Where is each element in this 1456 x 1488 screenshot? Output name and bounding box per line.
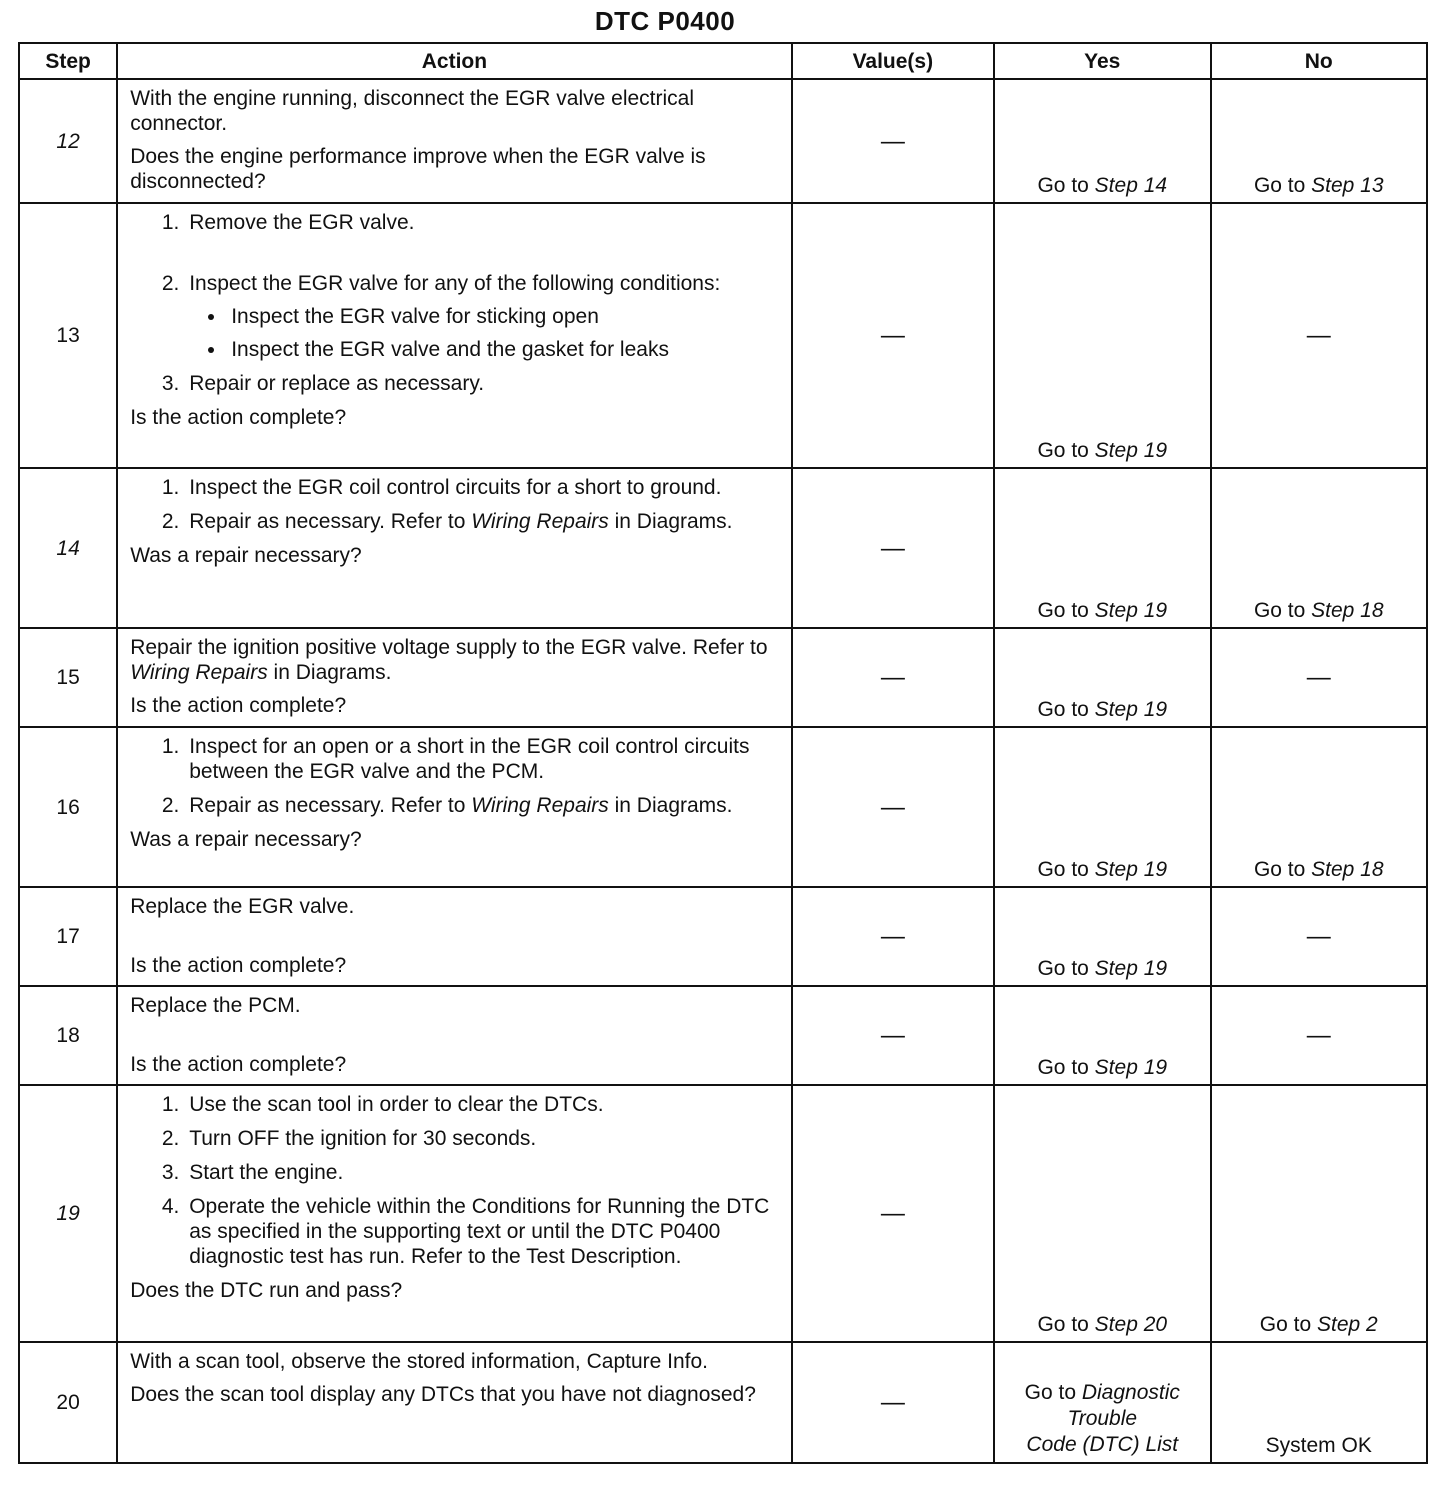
step-number: 13 <box>19 203 117 468</box>
header-yes: Yes <box>994 43 1210 79</box>
table-row <box>19 1085 1427 1342</box>
yes-cell: Go to Step 19 <box>994 628 1210 727</box>
action-text: With a scan tool, observe the stored information, Capture Info. <box>130 1350 709 1373</box>
list-item: 1. Remove the EGR valve. <box>185 210 782 235</box>
action-cell <box>117 628 791 727</box>
list-item: 2. Repair as necessary. Refer to Wiring Repairs in Diagrams. <box>185 793 782 818</box>
header-no: No <box>1211 43 1428 79</box>
action-question: Is the action complete? <box>130 406 347 429</box>
action-question: Is the action complete? <box>130 1053 347 1076</box>
step-number: 20 <box>19 1342 117 1463</box>
action-list <box>130 1092 782 1269</box>
action-question: Does the DTC run and pass? <box>130 1279 403 1302</box>
action-text: Replace the EGR valve. <box>130 895 355 918</box>
list-item: 3. Repair or replace as necessary. <box>185 371 782 396</box>
action-cell <box>117 203 791 468</box>
no-cell: Go to Step 18 <box>1211 468 1428 628</box>
value-cell: — <box>792 986 994 1085</box>
table-row <box>19 79 1427 203</box>
yes-cell: Go to Diagnostic Trouble Code (DTC) List <box>994 1342 1210 1463</box>
page-title: DTC P0400 <box>594 6 736 36</box>
table-row <box>19 203 1427 468</box>
list-item: 4. Operate the vehicle within the Conditions for Running the DTC as specified in the supporting text or until the DTC P0400 diagnostic test has run. Refer to the Test Description. <box>185 1194 782 1269</box>
action-question: Is the action complete? <box>130 694 347 717</box>
table-row <box>19 887 1427 986</box>
step-number: 15 <box>19 628 117 727</box>
action-text: Repair the ignition positive voltage supply to the EGR valve. Refer to Wiring Repairs in Diagrams. <box>130 636 768 684</box>
header-values: Value(s) <box>792 43 994 79</box>
yes-cell: Go to Step 19 <box>994 986 1210 1085</box>
value-cell: — <box>792 727 994 887</box>
list-item: 1. Use the scan tool in order to clear the DTCs. <box>185 1092 782 1117</box>
action-cell <box>117 1342 791 1463</box>
table-row <box>19 628 1427 727</box>
action-question: Is the action complete? <box>130 954 347 977</box>
action-cell <box>117 1085 791 1342</box>
no-cell: Go to Step 2 <box>1211 1085 1428 1342</box>
table-row <box>19 468 1427 628</box>
table-row <box>19 1342 1427 1463</box>
header-step: Step <box>19 43 117 79</box>
yes-cell: Go to Step 20 <box>994 1085 1210 1342</box>
value-cell: — <box>792 887 994 986</box>
list-item: • Inspect the EGR valve and the gasket for leaks <box>227 337 782 362</box>
list-item: 2. Repair as necessary. Refer to Wiring Repairs in Diagrams. <box>185 509 782 534</box>
action-list <box>130 475 782 534</box>
no-cell: Go to Step 18 <box>1211 727 1428 887</box>
step-number: 17 <box>19 887 117 986</box>
list-item: 3. Start the engine. <box>185 1160 782 1185</box>
yes-cell: Go to Step 19 <box>994 203 1210 468</box>
value-cell: — <box>792 1085 994 1342</box>
yes-cell: Go to Step 19 <box>994 727 1210 887</box>
step-number: 12 <box>19 79 117 203</box>
list-item: 1. Inspect for an open or a short in the EGR coil control circuits between the EGR valve and the PCM. <box>185 734 782 784</box>
yes-cell: Go to Step 19 <box>994 468 1210 628</box>
list-item: • Inspect the EGR valve for sticking open <box>227 304 782 329</box>
value-cell: — <box>792 79 994 203</box>
sub-list <box>189 304 782 362</box>
table-row <box>19 727 1427 887</box>
action-cell <box>117 727 791 887</box>
action-question: Does the scan tool display any DTCs that you have not diagnosed? <box>130 1383 756 1406</box>
no-cell: Go to Step 13 <box>1211 79 1428 203</box>
table-row <box>19 986 1427 1085</box>
list-item: 2. Turn OFF the ignition for 30 seconds. <box>185 1126 782 1151</box>
yes-cell: Go to Step 19 <box>994 887 1210 986</box>
step-number: 19 <box>19 1085 117 1342</box>
action-cell <box>117 79 791 203</box>
action-cell <box>117 468 791 628</box>
no-cell: System OK <box>1211 1342 1428 1463</box>
no-cell: — <box>1211 628 1428 727</box>
value-cell: — <box>792 628 994 727</box>
action-cell <box>117 887 791 986</box>
dtc-table <box>18 42 1428 1464</box>
action-question: Was a repair necessary? <box>130 828 362 851</box>
action-list <box>130 210 782 396</box>
action-list <box>130 734 782 818</box>
action-cell <box>117 986 791 1085</box>
yes-cell: Go to Step 14 <box>994 79 1210 203</box>
list-item: 1. Inspect the EGR coil control circuits for a short to ground. <box>185 475 782 500</box>
action-question: Was a repair necessary? <box>130 544 362 567</box>
no-cell: — <box>1211 986 1428 1085</box>
value-cell: — <box>792 1342 994 1463</box>
header-action: Action <box>117 43 791 79</box>
step-number: 14 <box>19 468 117 628</box>
header-row <box>19 43 1427 79</box>
no-cell: — <box>1211 203 1428 468</box>
no-cell: — <box>1211 887 1428 986</box>
step-number: 16 <box>19 727 117 887</box>
value-cell: — <box>792 468 994 628</box>
action-text: With the engine running, disconnect the EGR valve electrical connector. <box>130 87 695 135</box>
action-text: Replace the PCM. <box>130 994 301 1017</box>
step-number: 18 <box>19 986 117 1085</box>
action-question: Does the engine performance improve when the EGR valve is disconnected? <box>130 145 706 193</box>
list-item: 2. Inspect the EGR valve for any of the following conditions: • Inspect the EGR valve for sticking open • Inspect the EGR valve and the gasket for leaks <box>185 271 782 362</box>
value-cell: — <box>792 203 994 468</box>
